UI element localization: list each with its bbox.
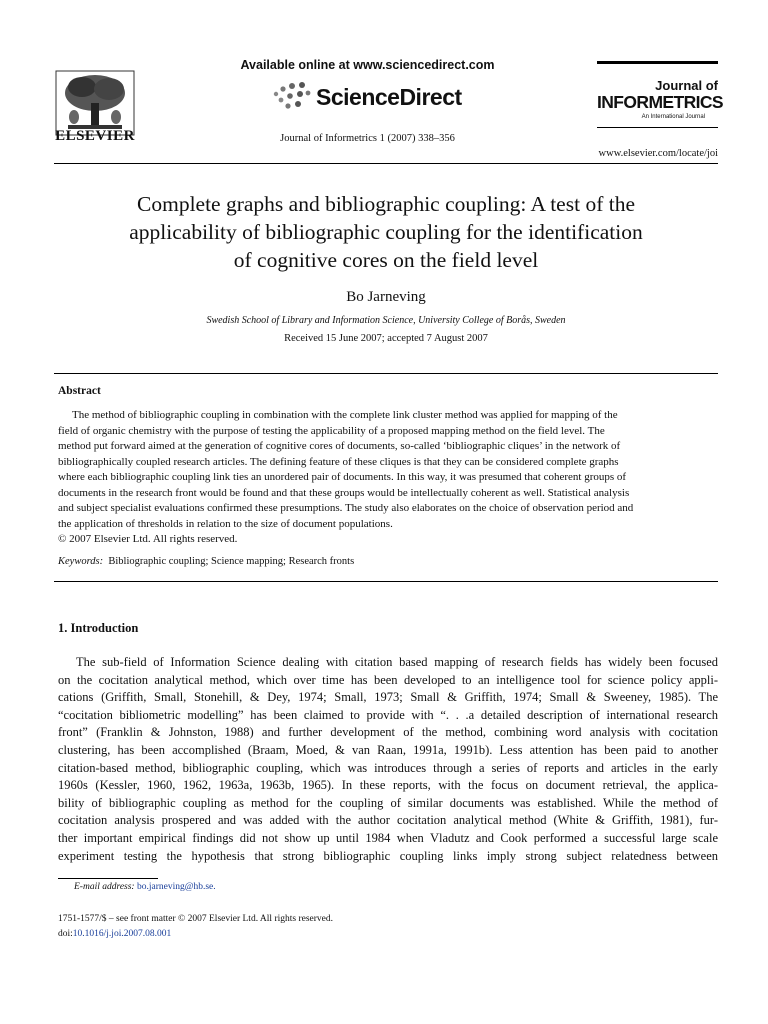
body-line: The sub-field of Information Science dealing with citation based mapping of research fields has widely been focused (76, 655, 718, 669)
body-line: “cocitation bibliometric modelling” has been claimed to provide with “. . .a detailed description of international research (58, 707, 718, 722)
footnote-email (74, 882, 216, 892)
abstract-bottom-rule (54, 581, 718, 582)
footnote-rule (58, 878, 158, 879)
abstract-line: The method of bibliographic coupling in combination with the complete link cluster method was applied for mapping of the (72, 409, 618, 421)
doi-line (58, 929, 171, 939)
body-line: cocitation analysis prospered and was added with the author cocitation analytical method (White & Griffith, 1981), fur- (58, 813, 718, 828)
abstract-line: field of organic chemistry with the purpose of testing the applicability of a proposed mapping method on the field level. The (58, 424, 605, 437)
body-line: front” (Franklin & Johnston, 1988) and further development of the method, combining word analysis with cocitation (58, 725, 718, 740)
abstract-line: method put forward aimed at the generation of cognitive cores of documents, so-called ‘bibliographic cliques’ in the network of (58, 440, 621, 452)
received-dates: Received 15 June 2007; accepted 7 August 2007 (284, 333, 488, 344)
keywords-list: Bibliographic coupling; Science mapping; Research fronts (108, 556, 355, 567)
author-affiliation: Swedish School of Library and Information Science, University College of Borås, Sweden (206, 315, 566, 326)
body-line: citation-based method, bibliographic coupling, which was introduces through a series of reports and articles in the early (58, 760, 718, 775)
abstract-line: bibliographically coupled research articles. The defining feature of these cliques is that they can be considered complete graphs (58, 455, 619, 468)
body-line: experiment testing the hypothesis that strong bibliographic coupling links imply strong subject relatedness between (58, 848, 718, 863)
copyright-line: © 2007 Elsevier Ltd. All rights reserved. (58, 533, 238, 545)
body-line: on the cocitation analytical method, which over time has been developed to an intelligence tool for science policy appli- (58, 672, 718, 687)
keywords-line (58, 556, 354, 567)
journal-logo-rule (597, 127, 718, 128)
title-line: of cognitive cores on the field level (233, 248, 539, 272)
abstract-line: the application of thresholds in relation to the size of document populations. (58, 517, 393, 530)
section-body (58, 654, 718, 865)
title-line: Complete graphs and bibliographic coupling: A test of the (137, 192, 635, 216)
journal-url-link[interactable]: www.elsevier.com/locate/joi (598, 148, 718, 159)
author-name: Bo Jarneving (346, 289, 426, 305)
article-title (54, 190, 718, 274)
abstract-body (58, 408, 718, 548)
journal-logo-line1: Journal of (655, 78, 718, 93)
abstract-line: and subject specialist evaluations confirmed these presumptions. The study also elaborates on the choice of observation period and (58, 502, 634, 514)
body-line: ther important empirical findings did not show up until 1984 when Vladutz and Cook performed a successful large scale (58, 830, 718, 845)
issn-line: 1751-1577/$ – see front matter © 2007 Elsevier Ltd. All rights reserved. (58, 914, 334, 924)
abstract-line: where each bibliographic coupling link ties an unordered pair of documents. In this way, it was presumed that coherent groups of (58, 471, 627, 483)
publisher-name: ELSEVIER (55, 128, 135, 144)
email-link[interactable]: bo.jarneving@hb.se. (136, 882, 216, 892)
journal-reference: Journal of Informetrics 1 (2007) 338–356 (280, 133, 455, 144)
journal-logo-top-rule (597, 61, 718, 64)
abstract-line: documents in the research front would be found and that these groups would be intellectually coherent as well. Statistical analysis (58, 486, 630, 499)
body-line: clustering, has been accomplished (Braam, Moed, & van Raan, 1991a, 1991b). Less attention has been paid to another (58, 742, 718, 757)
doi-link[interactable]: 10.1016/j.joi.2007.08.001 (72, 929, 172, 939)
journal-logo-subtitle: An International Journal (641, 114, 705, 120)
email-label: E-mail address: (74, 882, 135, 892)
section-heading: 1. Introduction (58, 621, 139, 635)
keywords-label: Keywords: (58, 556, 104, 567)
abstract-top-rule (54, 373, 718, 374)
doi-label: doi: (58, 929, 73, 939)
body-line: 1960s (Kessler, 1960, 1962, 1963a, 1963b, 1965). In these reports, with the focus on document retrieval, the applica- (58, 778, 718, 793)
journal-logo-line2: INFORMETRICS (597, 92, 723, 112)
body-line: cations (Griffith, Small, Stonehill, & Dey, 1974; Small, 1973; Small & Griffith, 1974; Small & Sweeney, 1985). The (58, 690, 718, 705)
title-line: applicability of bibliographic coupling for the identification (129, 220, 643, 244)
header-divider (54, 163, 718, 164)
abstract-heading: Abstract (58, 385, 101, 397)
available-online-text[interactable]: Available online at www.sciencedirect.com (240, 58, 495, 72)
body-line: bility of bibliographic coupling as method for the coupling of similar documents was established. While the method of (58, 795, 718, 810)
sciencedirect-logo-text[interactable]: ScienceDirect (316, 84, 462, 110)
